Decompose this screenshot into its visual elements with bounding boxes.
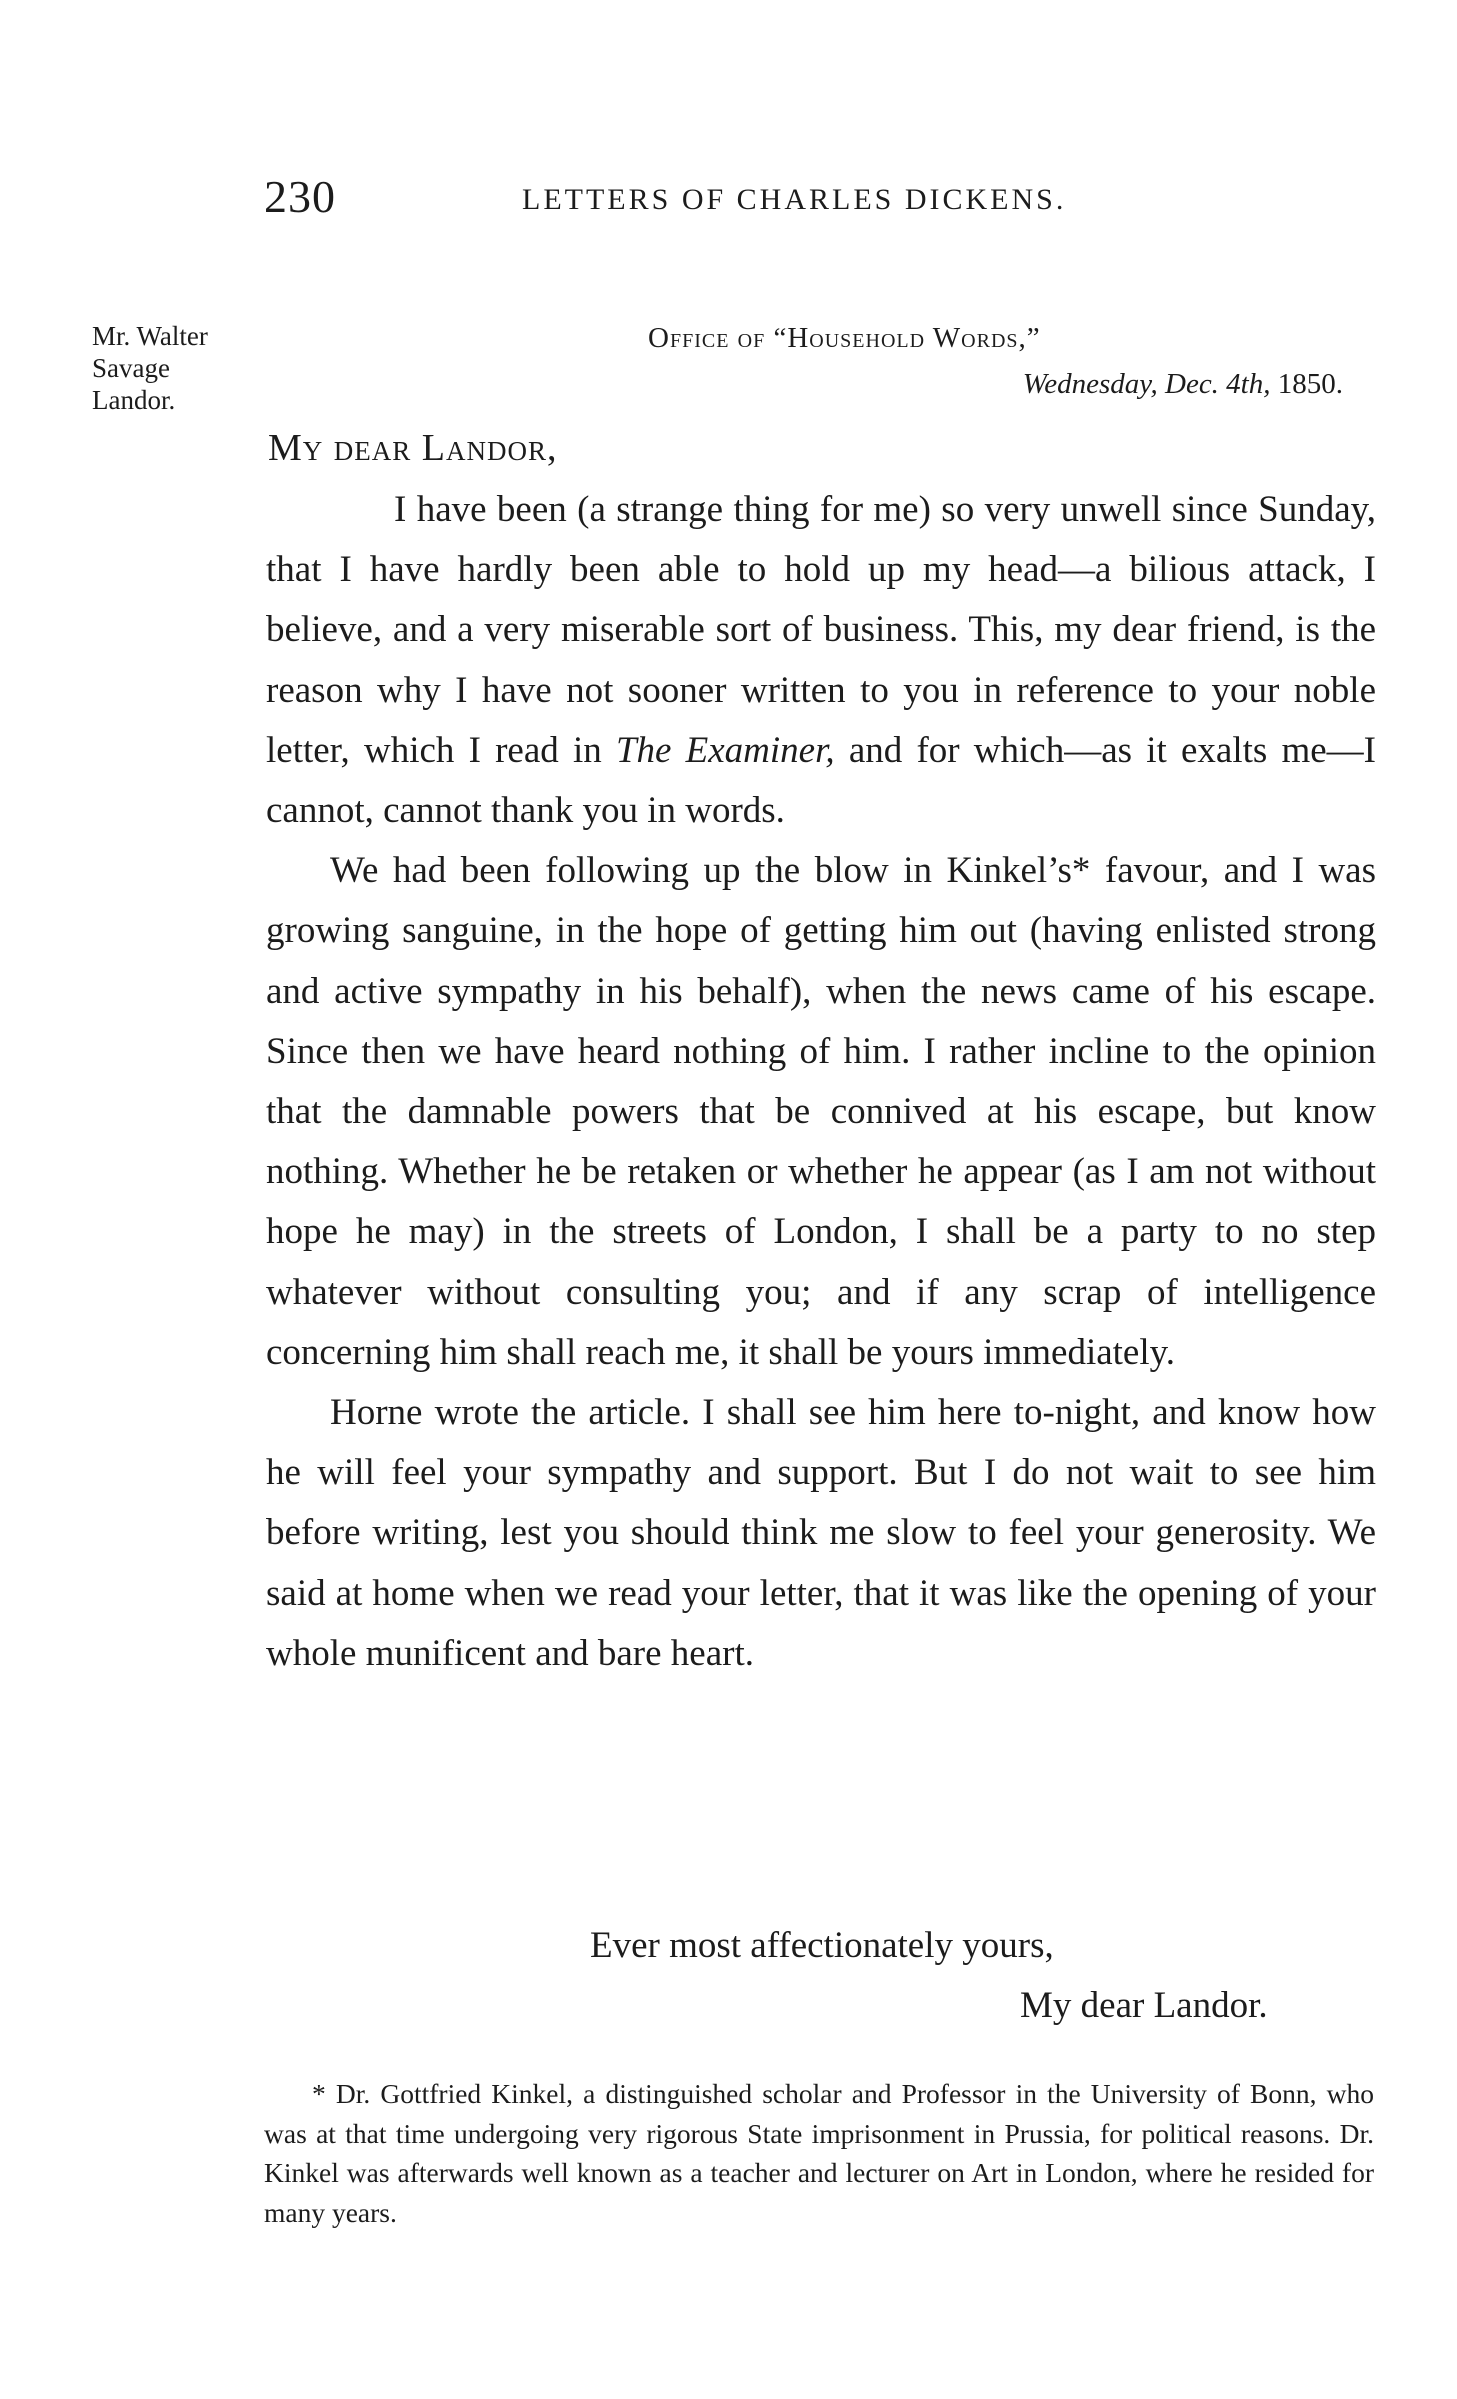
letter-closing: Ever most affectionately yours,: [590, 1925, 1054, 1966]
letter-date-day: Wednesday, Dec. 4th,: [1022, 368, 1271, 400]
newspaper-title: The Examiner,: [615, 729, 835, 771]
footnote: * Dr. Gottfried Kinkel, a distinguished scholar and Professor in the University of Bonn, who was at that time undergoing very rigorous State imprisonment in Prussia, for political reasons. Dr. Kinkel was afterwards well known as a teacher and lecturer on Art in London, where he resided for many years.: [264, 2078, 1374, 2228]
running-head: [264, 172, 1164, 222]
letter-date-year: 1850.: [1270, 368, 1343, 400]
letter-salutation: My dear Landor,: [268, 427, 558, 469]
letter-office-heading: Office of “Household Words,”: [648, 322, 1041, 354]
letter-paragraph-1: [266, 480, 1376, 841]
running-title: LETTERS OF CHARLES DICKENS.: [522, 183, 1067, 216]
letter-paragraph-2: We had been following up the blow in Kinkel’s* favour, and I was growing sanguine, in the hope of getting him out (having enlisted strong and active sympathy in his behalf), when the news came of his escape. Since then we have heard nothing of him. I rather incline to the opinion that the damnable powers that be connived at his escape, but know nothing. Whether he be retaken or whether he appear (as I am not without hope he may) in the streets of London, I shall be a party to no step whatever without consulting you; and if any scrap of intelligence concerning him shall reach me, it shall be yours immediately.: [266, 850, 1376, 1373]
margin-note-line: Landor.: [92, 385, 176, 415]
page-number: 230: [264, 171, 336, 222]
paragraph-text: and for which—as it exalts me—I cannot, cannot thank you in words.: [266, 729, 1376, 832]
margin-note-line: Savage: [92, 353, 170, 383]
letter-paragraph-3: Horne wrote the article. I shall see him here to-night, and know how he will feel your sympathy and support. But I do not wait to see him before writing, lest you should think me slow to feel your generosity. We said at home when we read your letter, that it was like the opening of your whole munificent and bare heart.: [266, 1392, 1376, 1674]
paragraph-text: I have been (a strange thing for me) so very unwell since Sunday, that I have hardly been able to hold up my head—a bilious attack, I believe, and a very miserable sort of business. This, my dear friend, is the reason why I have not sooner written to you in reference to your noble letter, which I read in: [266, 489, 1376, 771]
letter-body: [266, 480, 1376, 1684]
margin-note-recipient: [92, 320, 272, 416]
letter-signoff: My dear Landor.: [1020, 1985, 1268, 2026]
letter-date: [1023, 366, 1343, 402]
margin-note-line: Mr. Walter: [92, 321, 208, 351]
